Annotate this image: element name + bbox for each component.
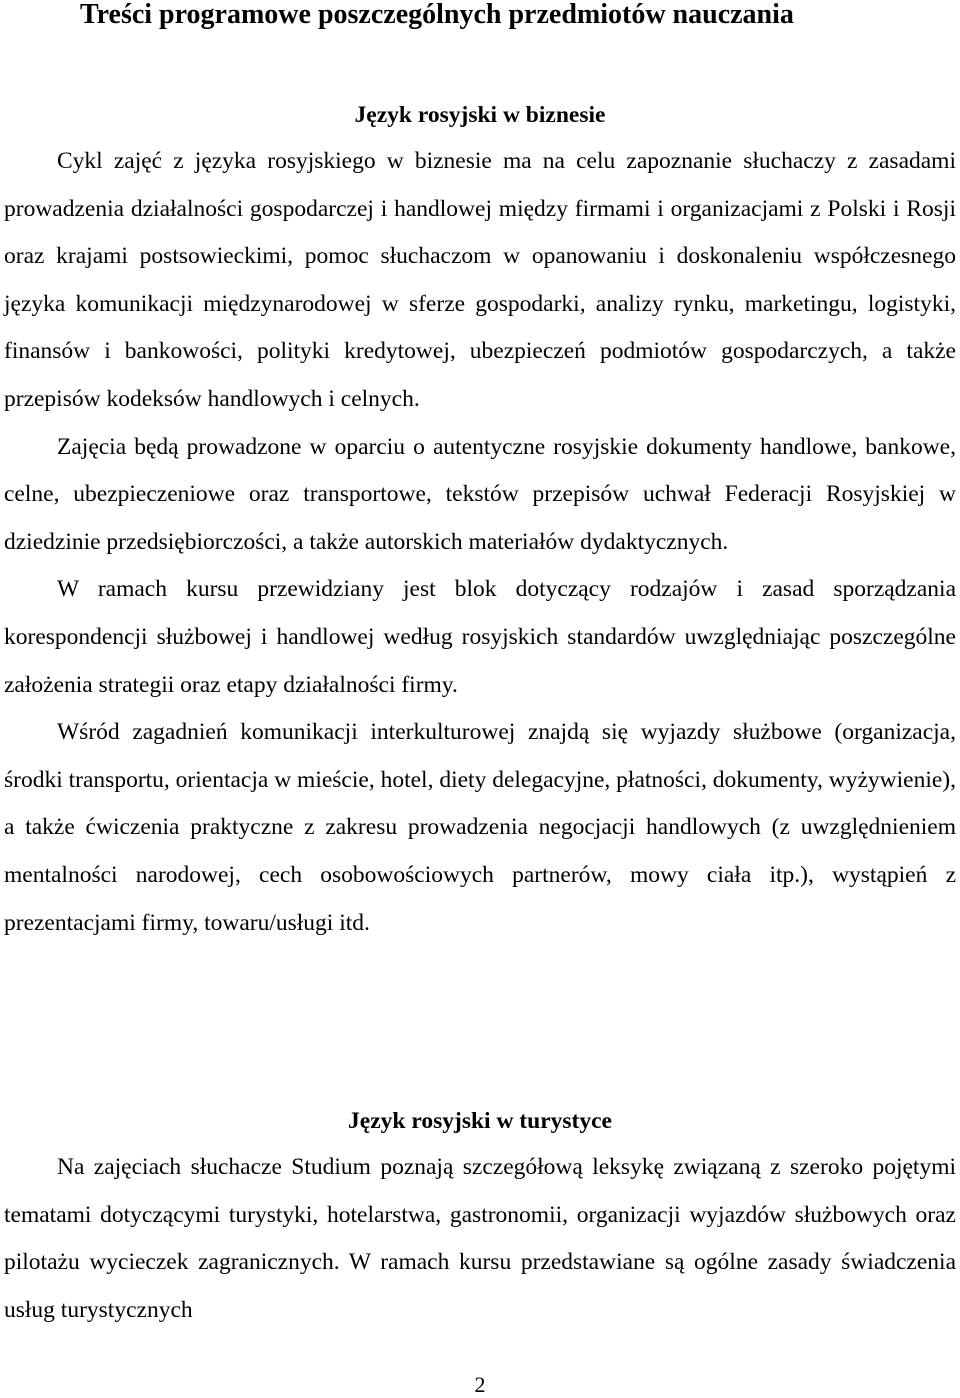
paragraph: Na zajęciach słuchacze Studium poznają szczegółową leksykę związaną z szeroko pojętymi tematami dotyczącymi turystyki, hotelarstwa, gastronomii, organizacji wyjazdów służbowych oraz pilotażu wycieczek zagranicznych. W ramach kursu przedstawiane są ogólne zasady świadczenia usług turystycznych xyxy=(4,1154,956,1323)
paragraph: W ramach kursu przewidziany jest blok dotyczący rodzajów i zasad sporządzania korespondencji służbowej i handlowej według rosyjskich standardów uwzględniając poszczególne założenia strategii oraz etapy działalności firmy. xyxy=(4,576,956,698)
section-body-tourism xyxy=(4,1144,956,1334)
paragraph: Zajęcia będą prowadzone w oparciu o autentyczne rosyjskie dokumenty handlowe, bankowe, celne, ubezpieczeniowe oraz transportowe, tekstów przepisów uchwał Federacji Rosyjskiej w dziedzinie przedsiębiorczości, a także autorskich materiałów dydaktycznych. xyxy=(4,433,956,555)
section-body-business xyxy=(4,138,956,947)
paragraph: Cykl zajęć z języka rosyjskiego w biznesie ma na celu zapoznanie słuchaczy z zasadami prowadzenia działalności gospodarczej i handlowej między firmami i organizacjami z Polski i Rosji oraz krajami postsowieckimi, pomoc słuchaczom w opanowaniu i doskonaleniu współczesnego języka komunikacji międzynarodowej w sferze gospodarki, analizy rynku, marketingu, logistyki, finansów i bankowości, polityki kredytowej, ubezpieczeń podmiotów gospodarczych, a także przepisów kodeksów handlowych i celnych. xyxy=(4,148,956,412)
section-heading-tourism: Język rosyjski w turystyce xyxy=(348,1108,612,1134)
section-heading-business: Język rosyjski w biznesie xyxy=(354,102,606,128)
page-number: 2 xyxy=(474,1372,486,1397)
paragraph: Wśród zagadnień komunikacji interkulturowej znajdą się wyjazdy służbowe (organizacja, środki transportu, orientacja w mieście, hotel, diety delegacyjne, płatności, dokumenty, wyżywienie), a także ćwiczenia praktyczne z zakresu prowadzenia negocjacji handlowych (z uwzględnieniem mentalności narodowej, cech osobowościowych partnerów, mowy ciała itp.), wystąpień z prezentacjami firmy, towaru/usługi itd. xyxy=(4,719,956,936)
page-title: Treści programowe poszczególnych przedmiotów nauczania xyxy=(80,0,794,30)
